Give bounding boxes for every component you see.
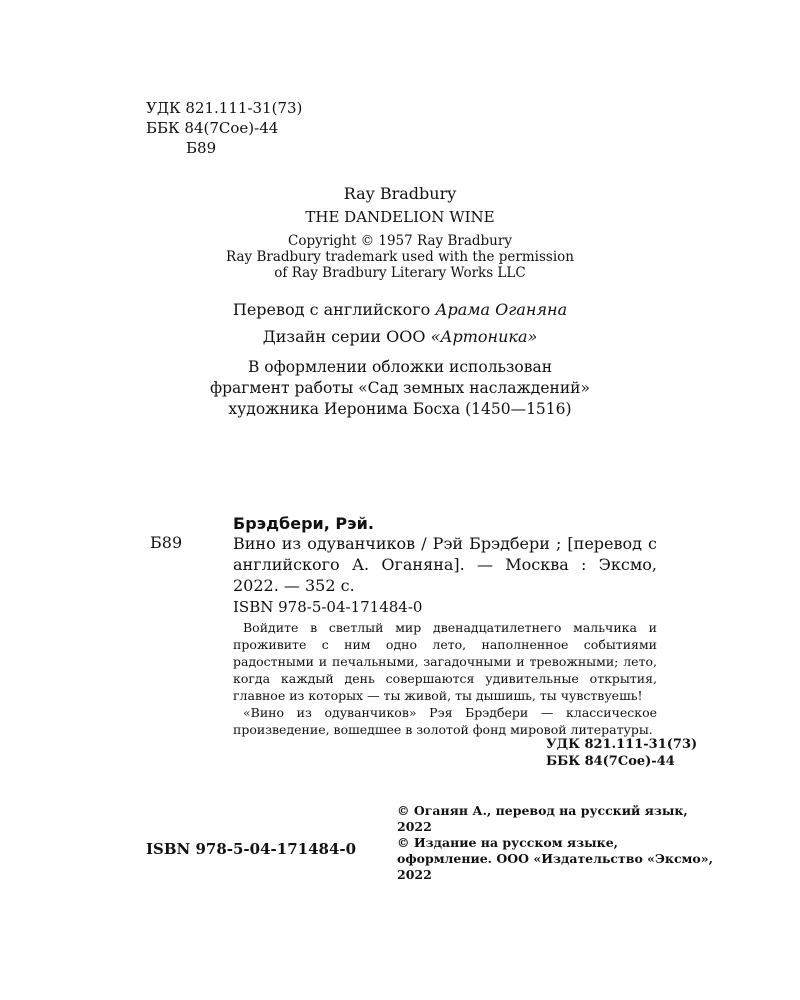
footer-isbn: ISBN 978-5-04-171484-0: [146, 840, 357, 858]
classification-block: [146, 98, 302, 158]
copyright-line: of Ray Bradbury Literary Works LLC: [274, 265, 526, 281]
cover-note: [150, 357, 650, 420]
cover-note-line: художника Иеронима Босха (1450—1516): [228, 400, 572, 418]
copyright-line: Ray Bradbury trademark used with the permission: [226, 249, 574, 265]
translator-name: Арама Оганяна: [435, 300, 568, 319]
annotation-paragraph: «Вино из одуванчиков» Рэя Брэдбери — классическое произведение, вошедшее в золотой фонд мировой литературы.: [233, 705, 657, 737]
edition-copyright: © Издание на русском языке, оформление. ООО «Издательство «Эксмо», 2022: [397, 835, 713, 882]
bibliographic-description: Вино из одуванчиков / Рэй Брэдбери ; [перевод с английского А. Оганяна]. — Москва : Эксмо, 2022. — 352 с.: [233, 534, 657, 595]
original-author: Ray Bradbury: [343, 184, 457, 203]
udk-code: УДК 821.111-31(73): [146, 99, 303, 117]
bibliographic-author: Брэдбери, Рэй.: [233, 514, 374, 533]
classification-bottom: [546, 736, 697, 770]
bbk-code-bottom: ББК 84(7Сое)-44: [546, 754, 675, 769]
bibliographic-isbn: ISBN 978-5-04-171484-0: [233, 598, 423, 616]
cover-note-line: В оформлении обложки использован: [247, 358, 553, 376]
design-company: «Артоника»: [430, 327, 538, 346]
udk-code-bottom: УДК 821.111-31(73): [546, 737, 698, 752]
bbk-code: ББК 84(7Сое)-44: [146, 119, 279, 137]
original-credits: [150, 186, 650, 281]
original-title: THE DANDELION WINE: [305, 208, 495, 226]
annotation-paragraph: Войдите в светлый мир двенадцатилетнего мальчика и проживите с ним одно лето, наполненное событиями радостными и печальными, загадочными и тревожными; лето, когда каждый день совершаются удивительные открытия, главное из которых — ты живой, ты дышишь, ты чувствуешь!: [233, 620, 657, 703]
cover-note-line: фрагмент работы «Сад земных наслаждений»: [209, 379, 590, 397]
author-mark: Б89: [186, 139, 217, 157]
copyright-line: Copyright © 1957 Ray Bradbury: [288, 233, 512, 249]
annotation: [233, 619, 657, 738]
copyright-notices: [397, 803, 717, 883]
translation-credit: [150, 300, 650, 319]
bibliographic-code: Б89: [150, 533, 183, 552]
translation-prefix: Перевод с английского: [232, 300, 436, 319]
translation-copyright: © Оганян А., перевод на русский язык, 2022: [397, 803, 688, 834]
design-prefix: Дизайн серии ООО: [262, 327, 431, 346]
series-design-credit: [150, 327, 650, 346]
